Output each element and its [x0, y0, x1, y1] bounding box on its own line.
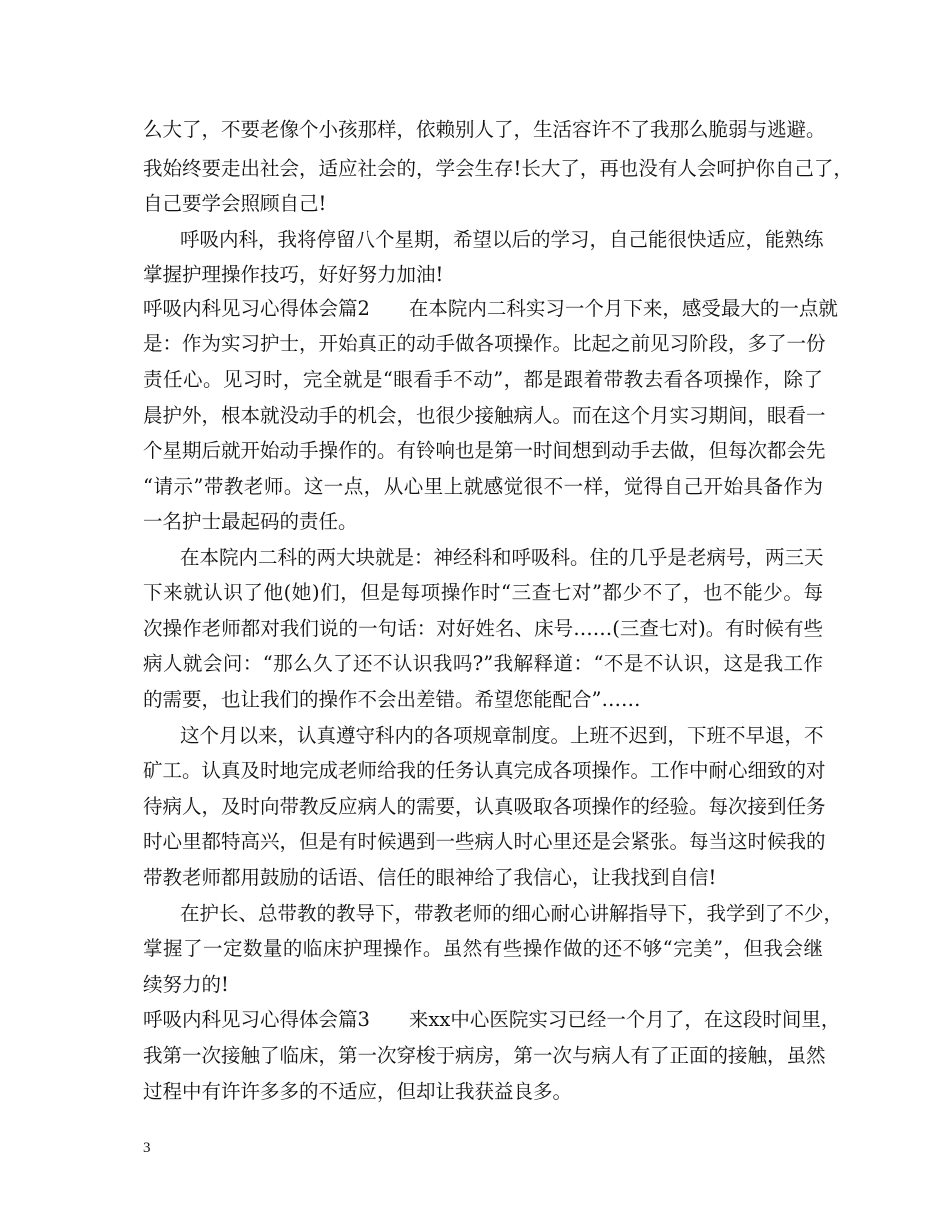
section-heading-line: 呼吸内科见习心得体会篇3 来xx中心医院实习已经一个月了，在这段时间里， — [143, 1008, 841, 1031]
text-line: 过程中有许许多多的不适应，但却让我获益良多。 — [143, 1080, 573, 1103]
page-number: 3 — [143, 1140, 151, 1156]
text-line: 自己要学会照顾自己! — [143, 192, 327, 215]
text-line: 次操作老师都对我们说的一句话：对好姓名、床号……(三查七对)。有时候有些 — [143, 617, 823, 640]
text-line: 晨护外，根本就没动手的机会，也很少接触病人。而在这个月实习期间，眼看一 — [143, 404, 826, 427]
text-line: 这个月以来，认真遵守科内的各项规章制度。上班不迟到，下班不早退，不 — [180, 724, 824, 747]
text-line: 在护长、总带教的教导下，带教老师的细心耐心讲解指导下，我学到了不少， — [180, 902, 844, 925]
text-line: 掌握了一定数量的临床护理操作。虽然有些操作做的还不够“完美”，但我会继 — [143, 937, 823, 960]
text-line: 的需要，也让我们的操作不会出差错。希望您能配合”…… — [143, 688, 641, 711]
text-line: 我第一次接触了临床，第一次穿梭于病房，第一次与病人有了正面的接触，虽然 — [143, 1044, 826, 1067]
text-line: 一名护士最起码的责任。 — [143, 510, 358, 533]
text-line: 下来就认识了他(她)们，但是每项操作时“三查七对”都少不了，也不能少。每 — [143, 581, 823, 604]
text-line: 是：作为实习护士，开始真正的动手做各项操作。比起之前见习阶段，多了一份 — [143, 332, 826, 355]
text-line: 续努力的! — [143, 973, 229, 996]
text-line: 病人就会问：“那么久了还不认识我吗?”我解释道：“不是不认识，这是我工作 — [143, 652, 823, 675]
text-line: 时心里都特高兴，但是有时候遇到一些病人时心里还是会紧张。每当这时候我的 — [143, 830, 826, 853]
text-line: 么大了，不要老像个小孩那样，依赖别人了，生活容许不了我那么脆弱与逃避。 — [143, 118, 826, 141]
text-line: 呼吸内科，我将停留八个星期，希望以后的学习，自己能很快适应，能熟练 — [180, 228, 824, 251]
text-line: 待病人，及时向带教反应病人的需要，认真吸取各项操作的经验。每次接到任务 — [143, 795, 826, 818]
section-heading-line: 呼吸内科见习心得体会篇2 在本院内二科实习一个月下来，感受最大的一点就 — [143, 297, 838, 320]
text-line: 个星期后就开始动手操作的。有铃响也是第一时间想到动手去做，但每次都会先 — [143, 439, 826, 462]
text-line: 掌握护理操作技巧，好好努力加油! — [143, 263, 444, 286]
text-line: 在本院内二科的两大块就是：神经科和呼吸科。住的几乎是老病号，两三天 — [180, 546, 824, 569]
text-line: “请示”带教老师。这一点，从心里上就感觉很不一样，觉得自己开始具备作为 — [143, 475, 823, 498]
text-line: 我始终要走出社会，适应社会的，学会生存!长大了，再也没有人会呵护你自己了， — [143, 157, 853, 180]
text-line: 矿工。认真及时地完成老师给我的任务认真完成各项操作。工作中耐心细致的对 — [143, 759, 826, 782]
text-line: 责任心。见习时，完全就是“眼看手不动”，都是跟着带教去看各项操作，除了 — [143, 368, 823, 391]
text-line: 带教老师都用鼓励的话语、信任的眼神给了我信心，让我找到自信! — [143, 866, 717, 889]
